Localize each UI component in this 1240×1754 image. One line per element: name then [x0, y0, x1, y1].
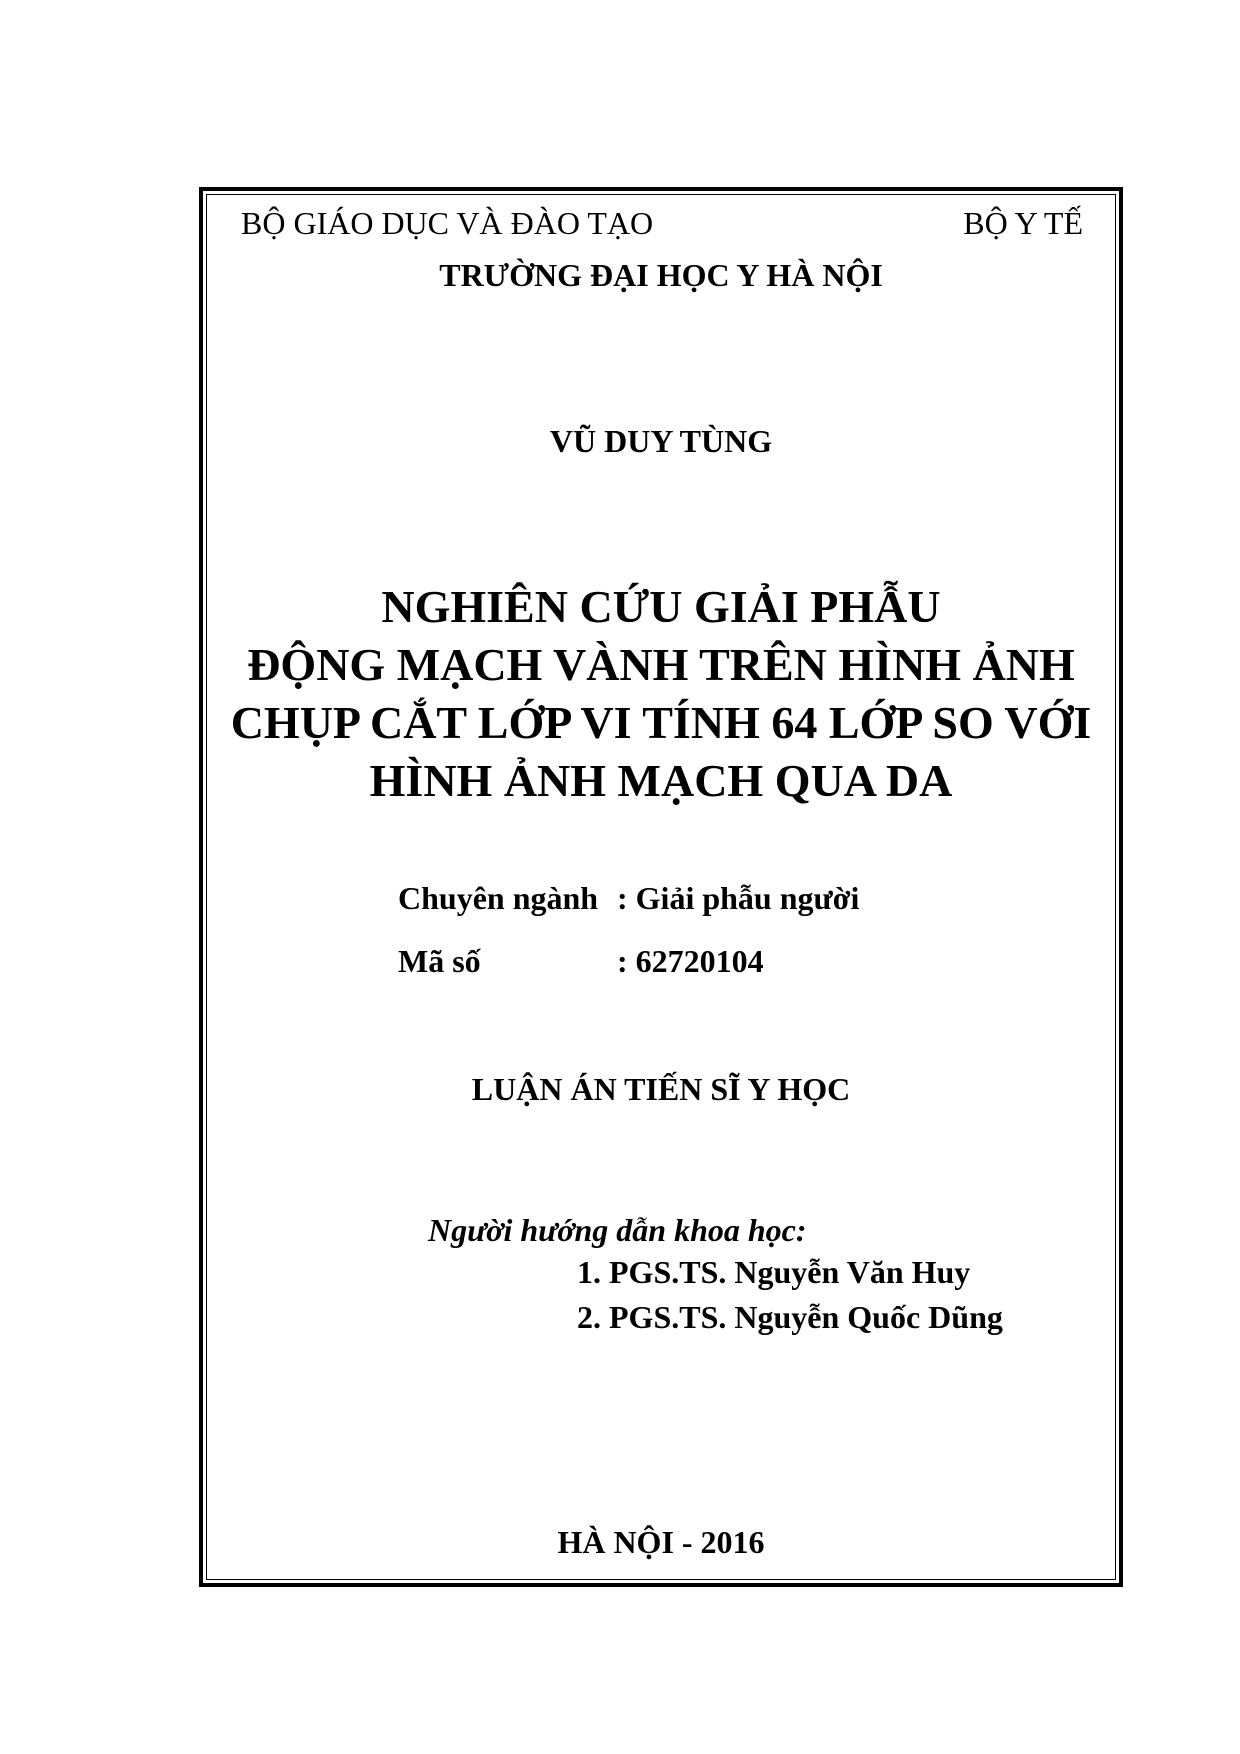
ministry-health: BỘ Y TẾ	[963, 205, 1083, 241]
code-row	[0, 943, 1240, 983]
advisor-1: 1. PGS.TS. Nguyễn Văn Huy	[577, 1254, 971, 1290]
author-name: VŨ DUY TÙNG	[549, 423, 773, 459]
ministry-education: BỘ GIÁO DỤC VÀ ĐÀO TẠO	[241, 205, 654, 241]
specialty-value: : Giải phẫu người	[617, 880, 860, 916]
advisor-2: 2. PGS.TS. Nguyễn Quốc Dũng	[577, 1299, 1003, 1335]
title-line-3: CHỤP CẮT LỚP VI TÍNH 64 LỚP SO VỚI	[230, 697, 1092, 748]
university-name: TRƯỜNG ĐẠI HỌC Y HÀ NỘI	[439, 257, 883, 293]
advisors-heading: Người hướng dẫn khoa học:	[428, 1212, 807, 1248]
thesis-title	[206, 578, 1116, 810]
degree-type: LUẬN ÁN TIẾN SĨ Y HỌC	[471, 1071, 851, 1107]
title-line-4: HÌNH ẢNH MẠCH QUA DA	[369, 755, 953, 806]
title-line-2: ĐỘNG MẠCH VÀNH TRÊN HÌNH ẢNH	[247, 639, 1075, 690]
code-label: Mã số	[398, 943, 481, 979]
specialty-row	[0, 880, 1240, 920]
place-year: HÀ NỘI - 2016	[557, 1524, 765, 1560]
specialty-label: Chuyên ngành	[398, 880, 599, 916]
title-line-1: NGHIÊN CỨU GIẢI PHẪU	[381, 581, 941, 632]
code-value: : 62720104	[617, 943, 764, 979]
